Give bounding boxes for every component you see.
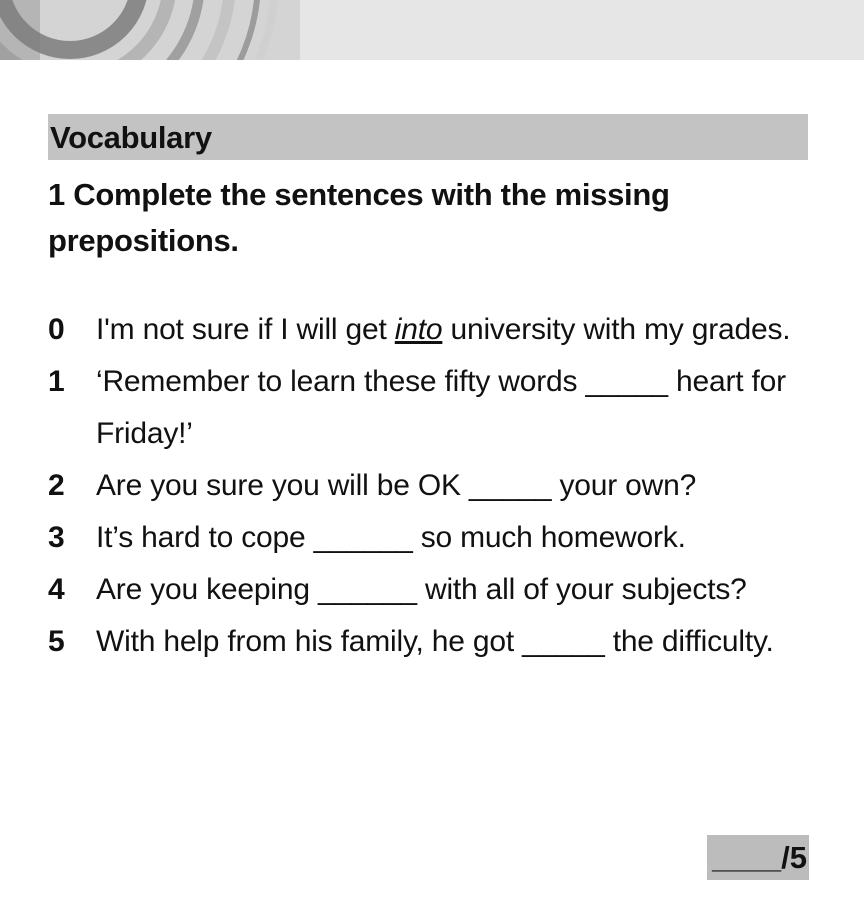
item-number: 1 <box>48 365 65 398</box>
list-item <box>48 616 828 668</box>
item-text <box>96 304 828 356</box>
item-number: 5 <box>48 625 65 658</box>
exercise-instruction: 1 Complete the sentences with the missing prepositions. <box>48 177 670 258</box>
section-title: Vocabulary <box>50 120 212 155</box>
grey-swirl-graphic-icon <box>0 0 864 60</box>
item-number: 4 <box>48 573 65 606</box>
list-item <box>48 460 828 512</box>
top-banner <box>0 0 864 60</box>
item-text: With help from his family, he got _____ the difficulty. <box>96 625 774 658</box>
item-text: Are you sure you will be OK _____ your own? <box>96 469 697 502</box>
item-text: ‘Remember to learn these fifty words _____ heart for Friday!’ <box>96 365 786 450</box>
score-box: ____/5 <box>707 835 809 880</box>
section-header <box>48 114 808 160</box>
item-number: 2 <box>48 469 65 502</box>
list-item <box>48 356 828 460</box>
item-number: 0 <box>48 313 65 346</box>
item-text-before: I'm not sure if I will get <box>96 313 395 346</box>
list-item <box>48 512 828 564</box>
item-text: It’s hard to cope ______ so much homework. <box>96 521 686 554</box>
item-text: Are you keeping ______ with all of your subjects? <box>96 573 747 606</box>
exercise-items <box>48 304 828 668</box>
example-answer: into <box>394 313 443 346</box>
list-item <box>48 304 828 356</box>
item-text-after: university with my grades. <box>442 313 791 346</box>
item-number: 3 <box>48 521 65 554</box>
list-item <box>48 564 828 616</box>
